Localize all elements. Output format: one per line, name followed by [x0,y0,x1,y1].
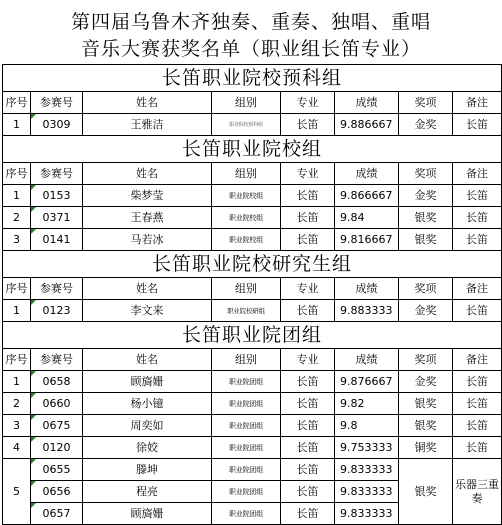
idx-cell: 3 [3,229,31,251]
header-cell: 成绩 [335,349,399,371]
group-cell: 职业院团组 [212,415,281,437]
score-cell: 9.866667 [335,185,399,207]
award-cell: 银奖 [399,229,453,251]
major-cell: 长笛 [281,481,335,503]
major-cell: 长笛 [281,415,335,437]
note-cell: 乐器三重奏 [453,459,502,525]
header-cell: 序号 [3,163,31,185]
header-cell: 备注 [453,349,502,371]
score-cell: 9.886667 [335,114,399,136]
idx-cell: 3 [3,415,31,437]
table-row [3,207,502,229]
score-cell: 9.82 [335,393,399,415]
award-cell: 银奖 [399,207,453,229]
id-cell: 0123 [31,300,83,322]
name-cell: 顾旖姗 [83,371,212,393]
id-cell: 0656 [31,481,83,503]
major-cell: 长笛 [281,300,335,322]
score-cell: 9.833333 [335,503,399,525]
major-cell: 长笛 [281,371,335,393]
group-cell: 职业院校预科组 [212,114,281,136]
id-cell: 0309 [31,114,83,136]
note-cell: 长笛 [453,300,502,322]
group-cell: 职业院团组 [212,503,281,525]
idx-cell: 1 [3,300,31,322]
table-row [3,185,502,207]
note-cell: 长笛 [453,185,502,207]
header-row [3,92,502,114]
section-title: 长笛职业院校预科组 [3,65,502,92]
header-cell: 专业 [281,278,335,300]
note-cell: 长笛 [453,229,502,251]
header-cell: 姓名 [83,349,212,371]
header-cell: 成绩 [335,92,399,114]
award-cell: 银奖 [399,459,453,525]
major-cell: 长笛 [281,393,335,415]
header-cell: 序号 [3,92,31,114]
name-cell: 杨小镱 [83,393,212,415]
header-cell: 奖项 [399,163,453,185]
group-cell: 职业院团组 [212,393,281,415]
header-cell: 备注 [453,163,502,185]
name-cell: 马若冰 [83,229,212,251]
table-row [3,393,502,415]
id-cell: 0120 [31,437,83,459]
table-row [3,415,502,437]
header-row [3,349,502,371]
score-cell: 9.883333 [335,300,399,322]
header-cell: 参赛号 [31,278,83,300]
header-cell: 成绩 [335,278,399,300]
table-row [3,229,502,251]
document-title [0,0,502,62]
score-cell: 9.8 [335,415,399,437]
major-cell: 长笛 [281,185,335,207]
note-cell: 长笛 [453,415,502,437]
note-cell: 长笛 [453,114,502,136]
idx-cell: 4 [3,437,31,459]
id-cell: 0655 [31,459,83,481]
table-row [3,459,502,481]
award-cell: 金奖 [399,371,453,393]
award-cell: 银奖 [399,415,453,437]
idx-cell: 2 [3,393,31,415]
award-cell: 金奖 [399,185,453,207]
name-cell: 王春燕 [83,207,212,229]
idx-cell: 2 [3,207,31,229]
results-table [2,64,502,525]
header-cell: 组别 [212,349,281,371]
name-cell: 顾旖姗 [83,503,212,525]
header-cell: 奖项 [399,92,453,114]
header-cell: 参赛号 [31,92,83,114]
name-cell: 程亮 [83,481,212,503]
major-cell: 长笛 [281,503,335,525]
id-cell: 0658 [31,371,83,393]
score-cell: 9.876667 [335,371,399,393]
note-cell: 长笛 [453,393,502,415]
header-cell: 姓名 [83,278,212,300]
header-cell: 组别 [212,163,281,185]
id-cell: 0675 [31,415,83,437]
idx-cell: 5 [3,459,31,525]
header-cell: 备注 [453,278,502,300]
header-cell: 参赛号 [31,163,83,185]
header-cell: 组别 [212,278,281,300]
header-cell: 专业 [281,92,335,114]
score-cell: 9.833333 [335,481,399,503]
title-line-2: 音乐大赛获奖名单（职业组长笛专业） [80,38,421,60]
group-cell: 职业院校组 [212,207,281,229]
header-cell: 参赛号 [31,349,83,371]
table-row [3,371,502,393]
header-cell: 姓名 [83,163,212,185]
note-cell: 长笛 [453,207,502,229]
major-cell: 长笛 [281,114,335,136]
header-cell: 序号 [3,349,31,371]
name-cell: 滕坤 [83,459,212,481]
header-cell: 姓名 [83,92,212,114]
id-cell: 0153 [31,185,83,207]
award-cell: 铜奖 [399,437,453,459]
note-cell: 长笛 [453,437,502,459]
major-cell: 长笛 [281,229,335,251]
score-cell: 9.84 [335,207,399,229]
group-cell: 职业院校组 [212,185,281,207]
major-cell: 长笛 [281,459,335,481]
group-cell: 职业院校研组 [212,300,281,322]
group-cell: 职业院团组 [212,481,281,503]
group-cell: 职业院团组 [212,371,281,393]
note-cell: 长笛 [453,371,502,393]
name-cell: 李文来 [83,300,212,322]
name-cell: 柴梦莹 [83,185,212,207]
award-cell: 银奖 [399,393,453,415]
header-cell: 奖项 [399,278,453,300]
idx-cell: 1 [3,185,31,207]
score-cell: 9.816667 [335,229,399,251]
header-row [3,163,502,185]
major-cell: 长笛 [281,207,335,229]
header-cell: 奖项 [399,349,453,371]
award-cell: 金奖 [399,114,453,136]
title-line-1: 第四届乌鲁木齐独奏、重奏、独唱、重唱 [70,11,431,33]
table-row [3,437,502,459]
id-cell: 0660 [31,393,83,415]
score-cell: 9.833333 [335,459,399,481]
header-cell: 成绩 [335,163,399,185]
table-row [3,300,502,322]
group-cell: 职业院校组 [212,229,281,251]
header-cell: 专业 [281,163,335,185]
id-cell: 0657 [31,503,83,525]
table-row [3,114,502,136]
name-cell: 王雅洁 [83,114,212,136]
name-cell: 周奕如 [83,415,212,437]
header-cell: 组别 [212,92,281,114]
header-cell: 专业 [281,349,335,371]
group-cell: 职业院团组 [212,437,281,459]
award-cell: 金奖 [399,300,453,322]
section-title: 长笛职业院校研究生组 [3,251,502,278]
header-cell: 备注 [453,92,502,114]
major-cell: 长笛 [281,437,335,459]
group-cell: 职业院团组 [212,459,281,481]
idx-cell: 1 [3,371,31,393]
header-row [3,278,502,300]
section-title: 长笛职业院团组 [3,322,502,349]
section-title: 长笛职业院校组 [3,136,502,163]
score-cell: 9.753333 [335,437,399,459]
id-cell: 0371 [31,207,83,229]
name-cell: 徐姣 [83,437,212,459]
id-cell: 0141 [31,229,83,251]
idx-cell: 1 [3,114,31,136]
header-cell: 序号 [3,278,31,300]
